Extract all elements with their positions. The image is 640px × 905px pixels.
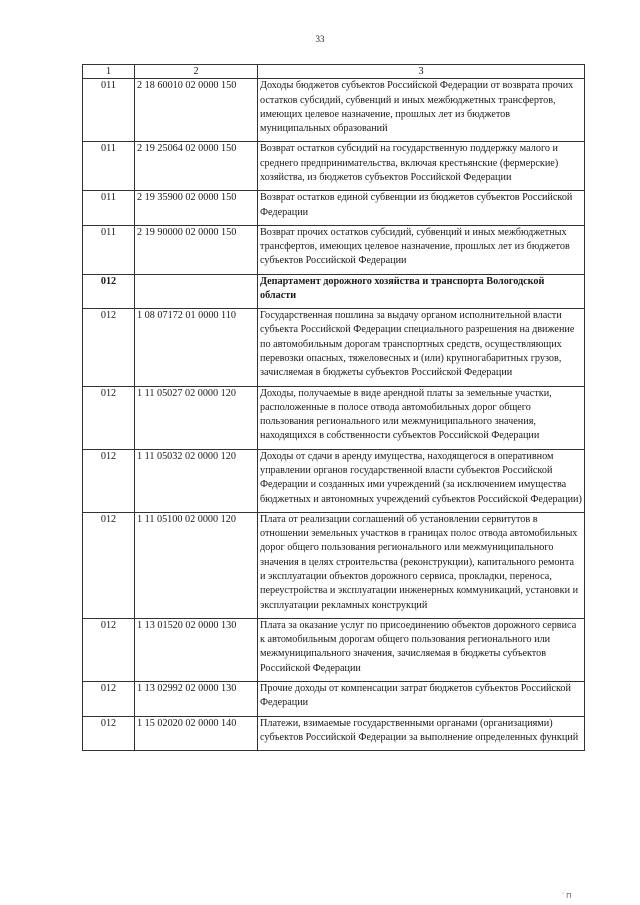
page-number: 33 (315, 34, 325, 44)
admin-code-cell: 012 (83, 309, 135, 386)
table-row (83, 142, 585, 191)
header-col-3: 3 (258, 65, 585, 79)
header-col-2: 2 (135, 65, 258, 79)
kbk-code-cell: 1 15 02020 02 0000 140 (135, 716, 258, 751)
kbk-code-cell: 2 19 25064 02 0000 150 (135, 142, 258, 191)
table-row (83, 79, 585, 142)
revenue-name-cell: Доходы, получаемые в виде арендной платы за земельные участки, расположенные в полосе отвода автомобильных дорог общего пользования регионального или межмуниципального значения, находящихся в собственности субъектов Российской Федерации (258, 386, 585, 449)
admin-code-cell: 011 (83, 142, 135, 191)
table-row (83, 512, 585, 618)
revenue-name-cell: Плата от реализации соглашений об установлении сервитутов в отношении земельных участков в границах полос отвода автомобильных дорог общего пользования регионального или межмуниципального значения в целях строительства (реконструкции), капитального ремонта и эксплуатации объектов дорожного сервиса, прокладки, переноса, переустройства и эксплуатации инженерных коммуникаций, установки и эксплуатации рекламных конструкций (258, 512, 585, 618)
table-header (83, 65, 585, 79)
revenue-name-cell: Возврат остатков единой субвенции из бюджетов субъектов Российской Федерации (258, 191, 585, 226)
table-row (83, 225, 585, 274)
kbk-code-cell (135, 274, 258, 309)
admin-code-cell: 012 (83, 386, 135, 449)
header-col-1: 1 (83, 65, 135, 79)
table-row (83, 386, 585, 449)
table-row (83, 618, 585, 681)
revenue-name-cell: Доходы от сдачи в аренду имущества, находящегося в оперативном управлении органов государственной власти субъектов Российской Федерации и созданных ими учреждений (за исключением имущества бюджетных и автономных учреждений субъектов Российской Федерации) (258, 449, 585, 512)
kbk-code-cell: 1 13 02992 02 0000 130 (135, 681, 258, 716)
table-row (83, 191, 585, 226)
table-row (83, 716, 585, 751)
revenue-name-cell: Возврат остатков субсидий на государственную поддержку малого и среднего предпринимательства, включая крестьянские (фермерские) хозяйства, из бюджетов субъектов Российской Федерации (258, 142, 585, 191)
revenue-name-cell: Плата за оказание услуг по присоединению объектов дорожного сервиса к автомобильным дорогам общего пользования регионального или межмуниципального значения, зачисляемая в бюджеты субъектов Российской Федерации (258, 618, 585, 681)
table-row (83, 681, 585, 716)
table-body (83, 79, 585, 751)
admin-code-cell: 012 (83, 681, 135, 716)
admin-code-cell: 011 (83, 191, 135, 226)
admin-code-cell: 012 (83, 512, 135, 618)
revenue-name-cell: Доходы бюджетов субъектов Российской Федерации от возврата прочих остатков субсидий, субвенций и иных межбюджетных трансфертов, имеющих целевое назначение, прошлых лет из бюджетов муниципальных образований (258, 79, 585, 142)
department-name-cell: Департамент дорожного хозяйства и транспорта Вологодской области (258, 274, 585, 309)
revenue-name-cell: Платежи, взимаемые государственными органами (организациями) субъектов Российской Федерации за выполнение определенных функций (258, 716, 585, 751)
kbk-code-cell: 2 18 60010 02 0000 150 (135, 79, 258, 142)
table-header-row (83, 65, 585, 79)
admin-code-cell: 011 (83, 225, 135, 274)
admin-code-cell: 012 (83, 274, 135, 309)
admin-code-cell: 012 (83, 716, 135, 751)
kbk-code-cell: 2 19 35900 02 0000 150 (135, 191, 258, 226)
kbk-code-cell: 1 13 01520 02 0000 130 (135, 618, 258, 681)
table-row (83, 449, 585, 512)
kbk-code-cell: 1 08 07172 01 0000 110 (135, 309, 258, 386)
scan-corner-mark: ´ Π (562, 893, 572, 900)
kbk-code-cell: 2 19 90000 02 0000 150 (135, 225, 258, 274)
kbk-code-cell: 1 11 05027 02 0000 120 (135, 386, 258, 449)
table-row (83, 309, 585, 386)
admin-code-cell: 012 (83, 449, 135, 512)
kbk-code-cell: 1 11 05100 02 0000 120 (135, 512, 258, 618)
admin-code-cell: 012 (83, 618, 135, 681)
revenue-classification-table (82, 64, 585, 751)
revenue-name-cell: Государственная пошлина за выдачу органом исполнительной власти субъекта Российской Федерации специального разрешения на движение по автомобильным дорогам транспортных средств, осуществляющих перевозки опасных, тяжеловесных и (или) крупногабаритных грузов, зачисляемая в бюджеты субъектов Российской Федерации (258, 309, 585, 386)
revenue-name-cell: Прочие доходы от компенсации затрат бюджетов субъектов Российской Федерации (258, 681, 585, 716)
admin-code-cell: 011 (83, 79, 135, 142)
section-heading-row (83, 274, 585, 309)
revenue-name-cell: Возврат прочих остатков субсидий, субвенций и иных межбюджетных трансфертов, имеющих целевое назначение, прошлых лет из бюджетов субъектов Российской Федерации (258, 225, 585, 274)
kbk-code-cell: 1 11 05032 02 0000 120 (135, 449, 258, 512)
